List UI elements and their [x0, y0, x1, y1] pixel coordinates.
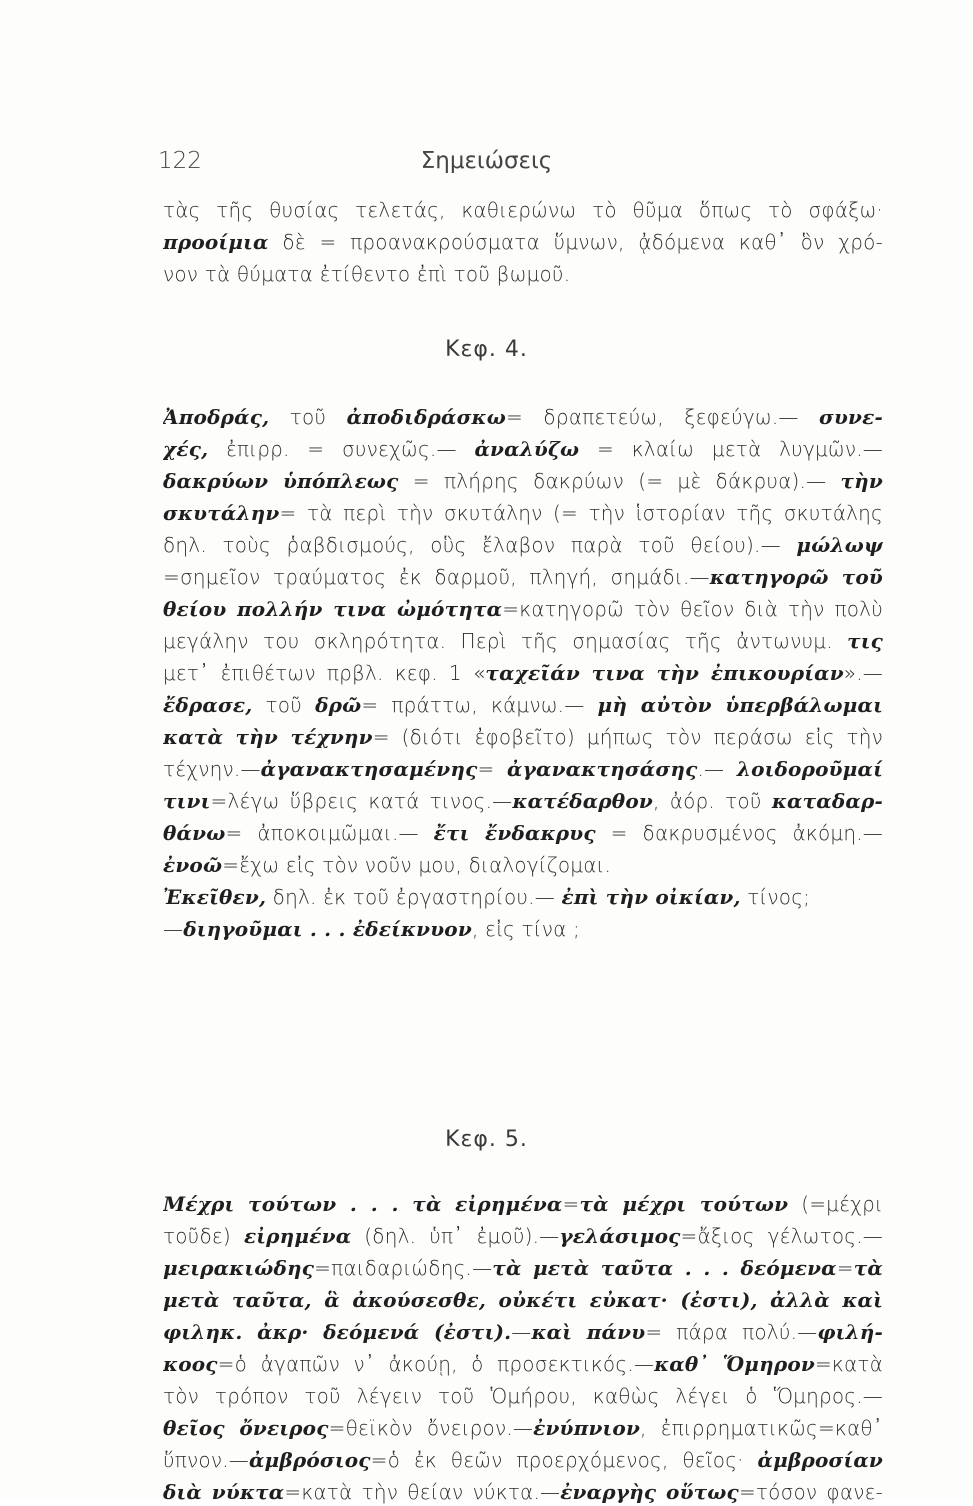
gloss-text: =ἄξιος γέλωτος.— [680, 1224, 883, 1248]
gloss-text: =παιδαριώδης.— [314, 1256, 493, 1280]
lemma-term: ἀμβροσίαν [757, 1448, 883, 1472]
page-number: 122 [158, 148, 202, 174]
text-line [163, 819, 883, 847]
text-line [163, 1446, 883, 1474]
gloss-text: τοῦ [269, 405, 347, 429]
lemma-term: τινι [163, 789, 211, 813]
gloss-text: τοῦδε) [163, 1224, 244, 1248]
lemma-term: διηγοῦμαι . . . ἐδείκνυον [183, 917, 472, 941]
lemma-term: κατέδαρθον [512, 789, 653, 813]
text-line [163, 915, 883, 943]
gloss-text: =λέγω ὕβρεις κατά τινος.— [210, 789, 513, 813]
text-line [163, 1254, 883, 1282]
gloss-text: (=μέχρι [788, 1192, 883, 1216]
gloss-text: — [511, 1320, 532, 1344]
gloss-text: = [836, 1256, 854, 1280]
text-line [163, 723, 883, 751]
text-line [163, 403, 883, 431]
gloss-text: = δακρυσμένος ἀκόμη.— [595, 821, 883, 845]
lemma-term: προοίμια [163, 230, 269, 254]
lemma-term: καθ᾽ Ὅμηρον [654, 1352, 815, 1376]
lemma-term: ἀγανακτησάσης [507, 757, 698, 781]
lemma-term: κατηγορῶ τοῦ [709, 565, 883, 589]
gloss-text: τέχνην.— [163, 757, 261, 781]
gloss-text: = πάρα πολύ.— [645, 1320, 818, 1344]
lemma-term: θεῖος ὄνειρος [163, 1416, 329, 1440]
gloss-text: τίνος; [740, 885, 811, 909]
text-line [163, 1414, 883, 1442]
lemma-term: σκυτάλην [163, 501, 280, 525]
gloss-text: = πλήρης δακρύων (= μὲ δάκρυα).— [398, 469, 841, 493]
lemma-term: τις [847, 629, 883, 653]
text-line [163, 851, 883, 879]
text-line [163, 1286, 883, 1314]
lemma-term: καταδαρ- [771, 789, 883, 813]
gloss-text: =ὁ ἀγαπῶν ν᾽ ἀκούῃ, ὁ προσεκτικός.— [217, 1352, 655, 1376]
gloss-text: δηλ. ἐκ τοῦ ἐργαστηρίου.— [266, 885, 562, 909]
lemma-term: ἀγανακτησαμένης [260, 757, 478, 781]
text-line [163, 659, 883, 687]
lemma-term: μετὰ ταῦτα, ἃ ἀκούσεσθε, οὐκέτι εὐκατ· (ἐστι), ἀλλὰ καὶ [163, 1288, 883, 1312]
gloss-text: δηλ. τοὺς ῥαβδισμούς, οὓς ἔλαβον παρὰ τοῦ θείου).— [163, 533, 797, 557]
lemma-term: τὰ μέχρι τούτων [579, 1192, 789, 1216]
gloss-text: =κατὰ τὴν θείαν νύκτα.— [284, 1480, 561, 1504]
lemma-term: φιληκ. ἀκρ· δεόμενά (ἐστι). [163, 1320, 512, 1344]
text-line [163, 1222, 883, 1250]
gloss-text: = (διότι ἐφοβεῖτο) μήπως τὸν περάσω εἰς τὴν [372, 725, 883, 749]
lemma-term: εἰρημένα [243, 1224, 352, 1248]
lemma-term: τὴν [840, 469, 883, 493]
gloss-text: ὕπνον.— [163, 1448, 249, 1472]
lemma-term: μώλωψ [796, 533, 883, 557]
text-line [163, 755, 883, 783]
gloss-text: = τὰ περὶ τὴν σκυτάλην (= τὴν ἱστορίαν τῆς σκυτάλης [279, 501, 883, 525]
text-line [163, 1190, 883, 1218]
lemma-term: μειρακιώδης [163, 1256, 315, 1280]
lemma-term: χές, [163, 437, 209, 461]
gloss-text: , εἰς τίνα ; [471, 917, 580, 941]
gloss-text: .— [697, 757, 737, 781]
text-line [163, 787, 883, 815]
gloss-text: =σημεῖον τραύματος ἐκ δαρμοῦ, πληγή, σημάδι.— [163, 565, 710, 589]
gloss-text: =ὁ ἐκ θεῶν προερχόμενος, θεῖος· [370, 1448, 758, 1472]
gloss-text: =τόσον φανε- [738, 1480, 883, 1504]
gloss-text: μεγάλην του σκληρότητα. Περὶ τῆς σημασίας τῆς ἀντωνυμ. [163, 629, 848, 653]
text-line [163, 467, 883, 495]
gloss-text: , ἐπιρρηματικῶς=καθ᾽ [640, 1416, 883, 1440]
chapter-4-heading: Κεφ. 4. [445, 337, 528, 362]
lemma-term: ἔτι ἔνδακρυς [433, 821, 596, 845]
text-line [163, 1382, 883, 1410]
lemma-term: τὰ μετὰ ταῦτα . . . δεόμενα [492, 1256, 837, 1280]
gloss-text: =κατηγορῶ τὸν θεῖον διὰ τὴν πολὺ [502, 597, 883, 621]
lemma-term: ἀποδιδράσκω [346, 405, 506, 429]
gloss-text: = [562, 1192, 580, 1216]
lemma-term: ἐναργὴς οὕτως [560, 1480, 739, 1504]
text-line [163, 196, 883, 224]
lemma-term: δρῶ [315, 693, 362, 717]
gloss-text: = πράττω, κάμνω.— [361, 693, 598, 717]
gloss-text: = ἀποκοιμῶμαι.— [225, 821, 434, 845]
lemma-term: διὰ νύκτα [163, 1480, 285, 1504]
lemma-term: θάνω [163, 821, 226, 845]
lemma-term: ἐπὶ τὴν οἰκίαν, [561, 885, 741, 909]
text-line [163, 595, 883, 623]
text-line [163, 260, 883, 288]
gloss-text: — [163, 917, 184, 941]
lemma-term: μὴ αὐτὸν ὑπερβάλωμαι [597, 693, 883, 717]
gloss-text: = κλαίω μετὰ λυγμῶν.— [579, 437, 883, 461]
gloss-text: =κατὰ [814, 1352, 883, 1376]
lemma-term: συνε- [819, 405, 883, 429]
lemma-term: δακρύων ὑπόπλεως [163, 469, 399, 493]
text-line [163, 691, 883, 719]
chapter-5-heading: Κεφ. 5. [445, 1127, 528, 1152]
gloss-text: =θεϊκὸν ὄνειρον.— [328, 1416, 534, 1440]
running-head: Σημειώσεις [420, 148, 553, 174]
text-line [163, 435, 883, 463]
lemma-term: Ἀποδράς, [163, 405, 270, 429]
lemma-term: κατὰ τὴν τέχνην [163, 725, 373, 749]
lemma-term: ἐνύπνιον [533, 1416, 641, 1440]
lemma-term: ἔδρασε, [163, 693, 253, 717]
text-line [163, 1318, 883, 1346]
text-line [163, 627, 883, 655]
lemma-term: ἀναλύζω [474, 437, 580, 461]
lemma-term: ἀμβρόσιος [248, 1448, 371, 1472]
text-line [163, 531, 883, 559]
gloss-text: = δραπετεύω, ξεφεύγω.— [506, 405, 820, 429]
text-line [163, 228, 883, 256]
gloss-text: = [477, 757, 508, 781]
gloss-text: τοῦ [252, 693, 316, 717]
lemma-term: καὶ πάνυ [531, 1320, 646, 1344]
text-line [163, 1478, 883, 1506]
text-line [163, 499, 883, 527]
lemma-term: Μέχρι τούτων . . . τὰ εἰρημένα [163, 1192, 563, 1216]
lemma-term: γελάσιμος [559, 1224, 681, 1248]
text-line [163, 563, 883, 591]
text-line [163, 883, 883, 911]
gloss-text: (δηλ. ὑπ᾽ ἐμοῦ).— [351, 1224, 560, 1248]
lemma-term: κοος [163, 1352, 218, 1376]
gloss-text: μετ᾽ ἐπιθέτων πρβλ. κεφ. 1 « [163, 661, 486, 685]
lemma-term: ταχεῖάν τινα τὴν ἐπικουρίαν [485, 661, 844, 685]
gloss-text: τὸν τρόπον τοῦ λέγειν τοῦ Ὁμήρου, καθὼς λέγει ὁ Ὅμηρος.— [163, 1384, 883, 1408]
lemma-term: φιλή- [817, 1320, 883, 1344]
gloss-text: δὲ = προανακρούσματα ὕμνων, ᾀδόμενα καθ᾽ ὃν χρό- [268, 230, 883, 254]
lemma-term: τὰ [853, 1256, 883, 1280]
lemma-term: ἐνοῶ [163, 853, 223, 877]
gloss-text: ἐπιρρ. = συνεχῶς.— [208, 437, 475, 461]
gloss-text: τὰς τῆς θυσίας τελετάς, καθιερώνω τὸ θῦμα ὅπως τὸ σφάξω· [163, 198, 883, 222]
gloss-text: , ἀόρ. τοῦ [652, 789, 772, 813]
gloss-text: =ἔχω εἰς τὸν νοῦν μου, διαλογίζομαι. [222, 853, 612, 877]
gloss-text: ».— [843, 661, 883, 685]
lemma-term: λοιδοροῦμαί [736, 757, 883, 781]
gloss-text: νον τὰ θύματα ἐτίθεντο ἐπὶ τοῦ βωμοῦ. [163, 262, 571, 286]
text-line [163, 1350, 883, 1378]
lemma-term: Ἐκεῖθεν, [163, 885, 267, 909]
lemma-term: θείου πολλήν τινα ὠμότητα [163, 597, 503, 621]
